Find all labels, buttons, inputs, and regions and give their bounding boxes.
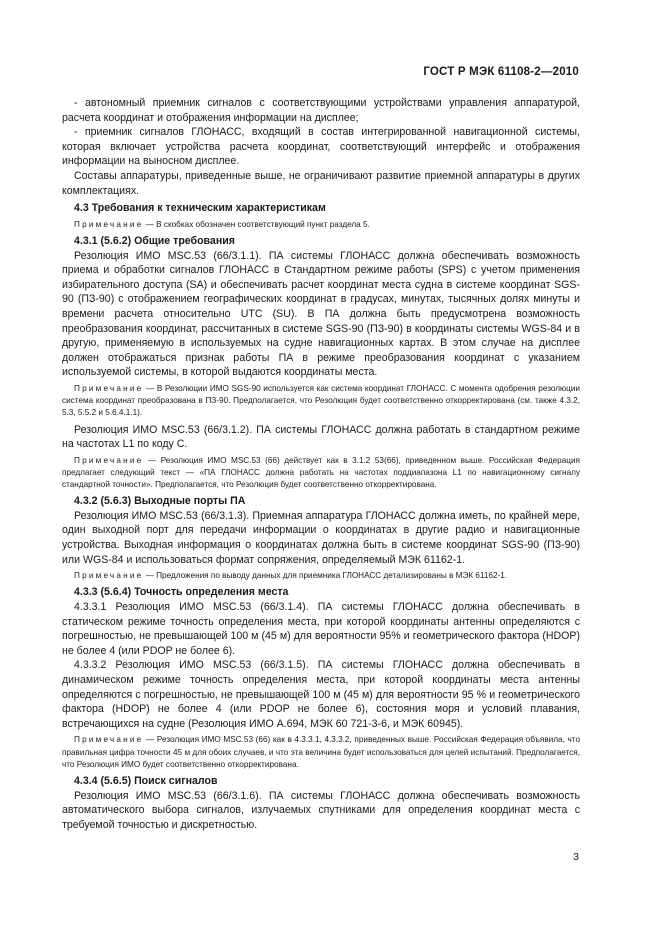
paragraph: Резолюция ИМО MSC.53 (66/3.1.1). ПА системы ГЛОНАСС должна обеспечивать возможность приема и обработки сигналов ГЛОНАСС в Стандартном режиме работы (SPS) с учетом применения избирательного доступа (SA) и обеспечивать расчет координат места судна в системе координат SGS-90 (ПЗ-90) с отображением географических координат в градусах, минутах, тысячных долях минуты и времени расчета относительно UTC (SU). В ПА должна быть предусмотрена возможность преобразования координат, рассчитанных в системе SGS-90 (ПЗ-90) в координаты системы WGS-84 и в другую, применяемую в используемых на судне навигационных картах. В этом случае на дисплее должен отображаться признак работы ПА в режиме преобразования координат с указанием используемой системы, в которой выдаются координаты места. [62, 249, 580, 379]
document-header: ГОСТ Р МЭК 61108-2—2010 [423, 66, 579, 78]
note-label: Примечание [74, 571, 144, 581]
paragraph: 4.3.3.2 Резолюция ИМО MSC.53 (66/3.1.5). ПА системы ГЛОНАСС должна обеспечивать в динамическом режиме точность определения места, при которой координаты места антенны определяются с погрешностью, не превышающей 100 м (45 м) для вероятности 95 % и геометрического фактора (HDOP) не более 4 (или PDOP не более 6), состояния моря и условий плавания, встречающихся на судне (Резолюция ИМО А.694, МЭК 60 721-3-6, и МЭК 60945). [62, 659, 580, 730]
paragraph: Резолюция ИМО MSC.53 (66/3.1.3). Приемная аппаратура ГЛОНАСС должна иметь, по крайней мере, один выходной порт для передачи информации о координатах в другие радио и навигационные устройства. Выходная информация о координатах должна быть в системе координат SGS-90 (ПЗ-90) или WGS-84 и использоваться формат сопряжения, определяемый МЭК 61162-1. [62, 509, 580, 566]
note-text: — Предложения по выводу данных для приемника ГЛОНАСС детализированы в МЭК 61162-1. [143, 571, 508, 581]
paragraph: - приемник сигналов ГЛОНАСС, входящий в состав интегрированной навигационной системы, которая включает устройства расчета координат, соответствующий интерфейс и отображения информации на выносном дисплее. [62, 126, 580, 168]
document-body [62, 96, 580, 832]
note [62, 570, 580, 582]
section-heading: 4.3.3 (5.6.4) Точность определения места [74, 586, 289, 599]
note [62, 734, 580, 771]
paragraph: - автономный приемник сигналов с соответствующими устройствами управления аппаратурой, расчета координат и отображения информации на дисплее; [62, 97, 580, 124]
note-label: Примечание [74, 455, 144, 465]
paragraph: Составы аппаратуры, приведенные выше, не ограничивают развитие приемной аппаратуры в других комплектациях. [62, 169, 580, 197]
page-number: 3 [573, 851, 579, 863]
section-heading: 4.3 Требования к техническим характеристикам [74, 202, 326, 215]
section-heading: 4.3.2 (5.6.3) Выходные порты ПА [74, 495, 246, 508]
note-text: — В Резолюции ИМО SGS-90 используется как система координат ГЛОНАСС. С момента одобрения резолюции система координат преобразована в ПЗ-90. Предполагается, что Резолюция будет соответственно откорректирована (см. также 4.3.2, 5.3, 5.5.2 и 5.6.4.1.1). [62, 383, 580, 418]
section-heading: 4.3.1 (5.6.2) Общие требования [74, 234, 235, 247]
note-label: Примечание [74, 383, 144, 393]
paragraph: Резолюция ИМО MSC.53 (66/3.1.6). ПА системы ГЛОНАСС должна обеспечивать возможность автоматического выбора сигналов, излучаемых спутниками для определения координат места с требуемой точностью и дискретностью. [62, 789, 580, 831]
section-heading: 4.3.4 (5.6.5) Поиск сигналов [74, 775, 218, 788]
note-text: — Резолюция ИМО MSC.53 (66) действует как в 3.1.2 53(66), приведенном выше. Российская Федерация предлагает следующий текст — «ПА ГЛОНАСС должна работать на частотах поддиапазона L1 по навигационному сигналу стандартной точности». Предполагается, что Резолюция будет соответственно откорректирована. [62, 455, 580, 490]
paragraph: 4.3.3.1 Резолюция ИМО MSC.53 (66/3.1.4). ПА системы ГЛОНАСС должна обеспечивать в статическом режиме точность определения места, при которой координаты антенны определяются с погрешностью, не превышающей 100 м (45 м) для вероятности 95% и геометрического фактора (HDOP) не более 4 (или PDOP не более 6). [62, 601, 580, 657]
note-label: Примечание [74, 219, 144, 229]
paragraph: Резолюция ИМО MSC.53 (66/3.1.2). ПА системы ГЛОНАСС должна работать в стандартном режиме на частотах L1 по коду C. [62, 423, 580, 451]
note [62, 455, 580, 492]
note-text: — В скобках обозначен соответствующий пункт раздела 5. [143, 219, 370, 229]
note-label: Примечание [74, 735, 144, 745]
note [62, 383, 580, 420]
note-text: — Резолюция ИМО MSC.53 (66) как в 4.3.3.1, 4.3.3.2, приведенных выше. Российская Федерация объявила, что правильная цифра точности 45 м для обоих случаев, и что эта величина будет использоваться для целей испытаний. Предполагается, что Резолюция ИМО будет соответственно откорректирована. [62, 735, 580, 769]
note [62, 219, 580, 231]
